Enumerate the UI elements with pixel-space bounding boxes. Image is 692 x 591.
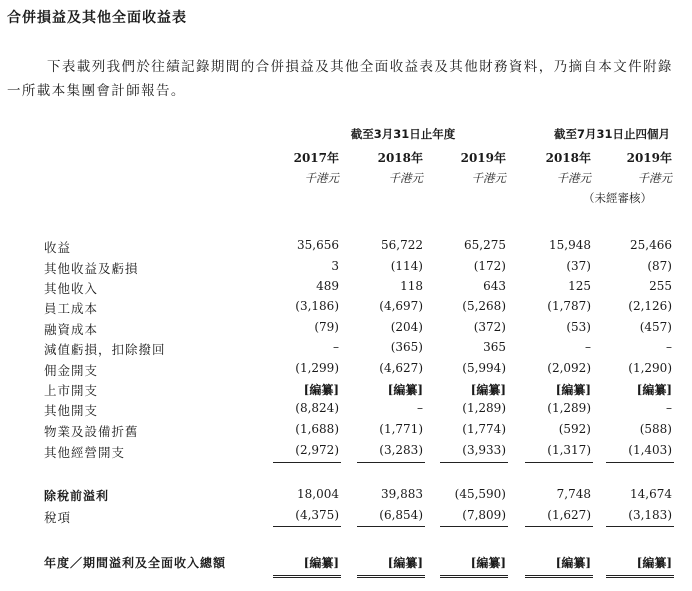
subtotal-rule (273, 462, 341, 463)
year-header: 2019年 (460, 151, 506, 165)
group-header-four-months: 截至7月31日止四個月 (553, 127, 670, 141)
subtotal-rule (525, 526, 593, 527)
cell-value: [編纂] (470, 556, 506, 570)
row-label: 收益 (44, 240, 72, 255)
cell-value: (1,403) (628, 443, 672, 457)
cell-value: 118 (400, 279, 423, 293)
cell-value: (8,824) (295, 401, 339, 415)
cell-value: (1,289) (547, 401, 591, 415)
total-double-rule (273, 575, 341, 578)
cell-value: (4,627) (379, 361, 423, 375)
cell-value: 255 (649, 279, 672, 293)
year-header: 2017年 (293, 151, 339, 165)
cell-value: (1,627) (547, 508, 591, 522)
row-commission-expenses (0, 361, 692, 379)
cell-value: [編纂] (387, 556, 423, 570)
cell-value: (2,126) (628, 299, 672, 313)
total-double-rule (357, 575, 425, 578)
cell-value: [編纂] (555, 556, 591, 570)
row-label: 其他開支 (44, 403, 99, 418)
subtotal-rule (357, 462, 425, 463)
cell-value: (1,289) (462, 401, 506, 415)
section-heading: 合併損益及其他全面收益表 (7, 10, 187, 26)
row-label: 除稅前溢利 (44, 489, 110, 503)
year-header: 2018年 (545, 151, 591, 165)
cell-value: (2,972) (295, 443, 339, 457)
row-depreciation (0, 422, 692, 440)
subtotal-rule (357, 526, 425, 527)
row-total-comprehensive-income (0, 554, 692, 572)
cell-value: (3,283) (379, 443, 423, 457)
cell-value: (87) (647, 259, 672, 273)
cell-value: – (585, 340, 591, 354)
cell-value: 56,722 (381, 238, 423, 252)
total-double-rule (606, 575, 674, 578)
total-double-rule (525, 575, 593, 578)
unit-header: 千港元 (304, 171, 339, 185)
cell-value: 15,948 (549, 238, 591, 252)
row-label: 稅項 (44, 510, 72, 525)
row-label: 員工成本 (44, 301, 99, 316)
cell-value: (457) (639, 320, 672, 334)
cell-value: 3 (331, 259, 339, 273)
row-label: 年度／期間溢利及全面收入總額 (44, 556, 227, 570)
cell-value: 643 (483, 279, 506, 293)
cell-value: 365 (483, 340, 506, 354)
cell-value: 65,275 (464, 238, 506, 252)
total-double-rule (440, 575, 508, 578)
cell-value: 125 (568, 279, 591, 293)
cell-value: [編纂] (636, 556, 672, 570)
cell-value: (588) (639, 422, 672, 436)
row-label: 物業及設備折舊 (44, 424, 139, 439)
cell-value: [編纂] (636, 383, 672, 397)
cell-value: 35,656 (297, 238, 339, 252)
cell-value: (6,854) (379, 508, 423, 522)
cell-value: (3,933) (462, 443, 506, 457)
unit-header: 千港元 (471, 171, 506, 185)
cell-value: (4,375) (295, 508, 339, 522)
cell-value: (5,994) (462, 361, 506, 375)
cell-value: – (666, 340, 672, 354)
subtotal-rule (606, 462, 674, 463)
row-other-gains-losses (0, 259, 692, 277)
year-header: 2019年 (626, 151, 672, 165)
row-label: 佣金開支 (44, 363, 99, 378)
subtotal-rule (273, 526, 341, 527)
subtotal-rule (525, 462, 593, 463)
cell-value: (1,317) (547, 443, 591, 457)
row-label: 其他收入 (44, 281, 99, 296)
cell-value: 18,004 (297, 487, 339, 501)
row-staff-costs (0, 299, 692, 317)
cell-value: – (333, 340, 339, 354)
cell-value: (53) (566, 320, 591, 334)
row-other-expenses (0, 401, 692, 419)
cell-value: 7,748 (556, 487, 591, 501)
cell-value: (7,809) (462, 508, 506, 522)
cell-value: – (666, 401, 672, 415)
cell-value: 39,883 (381, 487, 423, 501)
cell-value: (79) (314, 320, 339, 334)
cell-value: [編纂] (555, 383, 591, 397)
cell-value: (172) (473, 259, 506, 273)
row-label: 其他收益及虧損 (44, 261, 139, 276)
cell-value: 489 (316, 279, 339, 293)
cell-value: (114) (390, 259, 423, 273)
cell-value: (37) (566, 259, 591, 273)
row-label: 融資成本 (44, 322, 99, 337)
cell-value: (1,774) (462, 422, 506, 436)
row-listing-expenses (0, 381, 692, 399)
cell-value: (2,092) (547, 361, 591, 375)
cell-value: (1,787) (547, 299, 591, 313)
intro-paragraph: 下表載列我們於往績記錄期間的合併損益及其他全面收益表及其他財務資料，乃摘自本文件附錄一所載本集團會計師報告。 (7, 59, 673, 99)
unit-header: 千港元 (637, 171, 672, 185)
row-taxation (0, 508, 692, 526)
row-other-income (0, 279, 692, 297)
row-label: 其他經營開支 (44, 445, 126, 460)
cell-value: [編纂] (387, 383, 423, 397)
row-profit-before-tax (0, 487, 692, 505)
row-label: 上市開支 (44, 383, 99, 398)
cell-value: (1,688) (295, 422, 339, 436)
cell-value: (365) (390, 340, 423, 354)
subtotal-rule (440, 462, 508, 463)
cell-value: (204) (390, 320, 423, 334)
unaudited-note: （未經審核） (583, 191, 652, 205)
subtotal-rule (606, 526, 674, 527)
cell-value: (3,186) (295, 299, 339, 313)
cell-value: (1,771) (379, 422, 423, 436)
subtotal-rule (440, 526, 508, 527)
cell-value: (3,183) (628, 508, 672, 522)
cell-value: [編纂] (470, 383, 506, 397)
cell-value: [編纂] (303, 383, 339, 397)
row-finance-costs (0, 320, 692, 338)
cell-value: [編纂] (303, 556, 339, 570)
unit-header: 千港元 (556, 171, 591, 185)
cell-value: (592) (558, 422, 591, 436)
group-header-years: 截至3月31日止年度 (350, 127, 456, 141)
cell-value: (1,299) (295, 361, 339, 375)
row-revenue (0, 238, 692, 256)
year-header: 2018年 (377, 151, 423, 165)
cell-value: (4,697) (379, 299, 423, 313)
cell-value: 14,674 (630, 487, 672, 501)
cell-value: (5,268) (462, 299, 506, 313)
row-label: 減值虧損，扣除撥回 (44, 342, 166, 357)
cell-value: (1,290) (628, 361, 672, 375)
cell-value: (45,590) (454, 487, 506, 501)
cell-value: 25,466 (630, 238, 672, 252)
cell-value: (372) (473, 320, 506, 334)
row-impairment-losses (0, 340, 692, 358)
cell-value: – (417, 401, 423, 415)
unit-header: 千港元 (388, 171, 423, 185)
row-other-operating-expenses (0, 443, 692, 461)
